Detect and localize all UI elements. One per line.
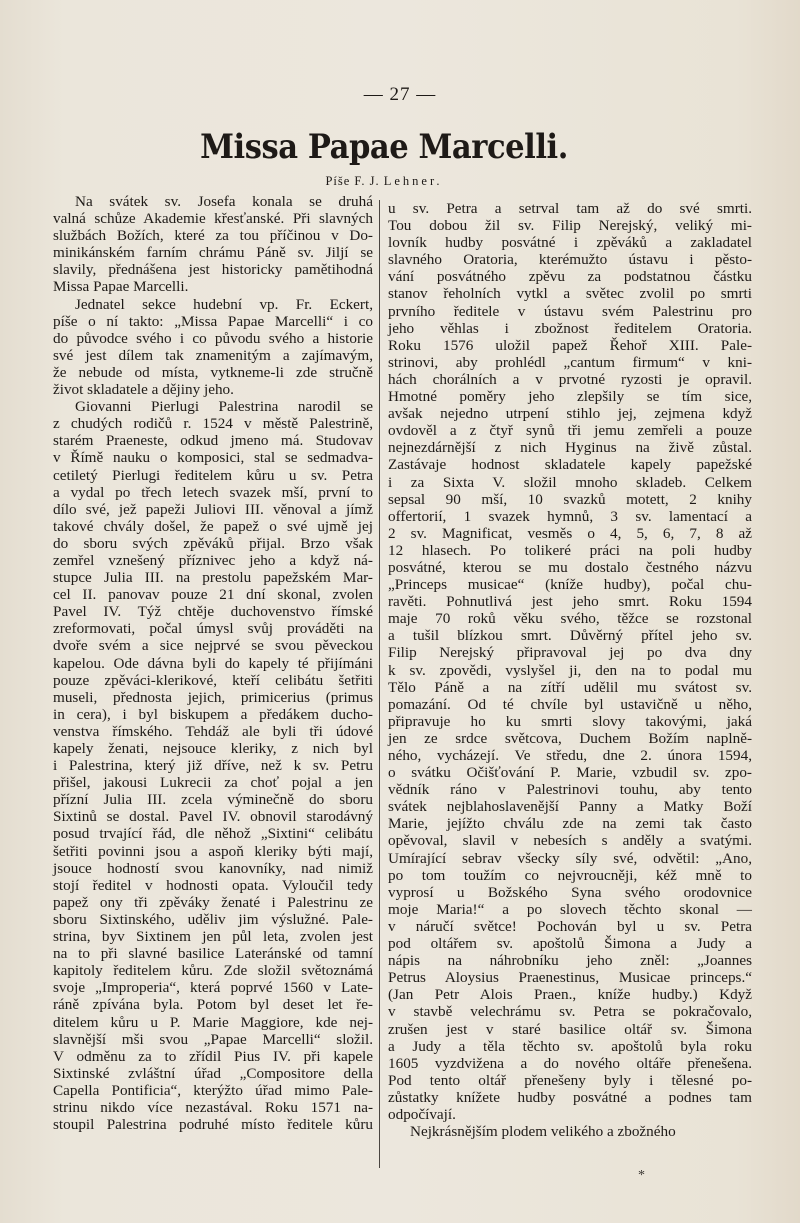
text-line: in cera), i byl biskupem a předákem ducho- — [53, 705, 373, 723]
text-line: ravěti. Pohnutlivá jest jeho smrt. Roku 1594 — [388, 593, 752, 611]
text-line: dílo své, jež papeži Juliovi III. věnoval a jímž — [53, 500, 373, 518]
text-line: kapelou. Ode dávna byli do kapely té přijímáni — [53, 654, 373, 672]
text-line: do původce svého i co původu svého a historie — [53, 329, 373, 347]
text-line: papež ony tři zpěváky ženaté i Palestrinu ze — [53, 893, 373, 911]
text-line: píše o ní takto: „Missa Papae Marcelli“ i co — [53, 312, 373, 330]
text-line: strinovi, aby prohlédl „cantum firmum“ v kni- — [388, 353, 752, 371]
text-line: Umírající sebrav všecky síly své, odvětil: „Ano, — [388, 849, 752, 867]
text-line: kapely ženati, nejsouce kleriky, z nich byl — [53, 740, 373, 757]
text-line: prvního ředitele v ústavu svém Palestrinu pro — [388, 302, 752, 320]
text-line: pod oltářem sv. apoštolů Šimona a Judy a — [388, 935, 752, 953]
text-line: po tom toužím co nejvroucněji, kéž mně to — [388, 866, 752, 884]
text-line: Nejkrásnějším plodem velikého a zbožného — [410, 1123, 676, 1141]
text-line: ditelem kůru u P. Marie Maggiore, kde nej- — [53, 1013, 373, 1031]
text-line: zemřel vznešený příznivec jeho a když ná- — [53, 551, 373, 569]
text-line: offertorií, 1 svazek hymnů, 3 sv. lamentací a — [388, 507, 752, 525]
text-line: slavnější mši svou „Papae Marcelli“ složil. — [53, 1030, 373, 1048]
text-line: jen ze srdce světcova, Duchem Božím naplně- — [388, 729, 752, 747]
text-line: i za Sixta V. složil mnoho skladeb. Celkem — [388, 473, 752, 491]
text-line: svoje „Improperia“, která poprvé 1560 v Late- — [53, 979, 373, 997]
text-line: službách Božích, které za tou příčinou v Do- — [53, 227, 373, 245]
text-line: cel II. panovav pouze 21 dní skonal, zvolen — [53, 586, 373, 604]
text-line: zůstatky knížete hudby posvátné a podnes tam — [388, 1088, 752, 1106]
text-line: na to při slavné basilice Lateránské od tamní — [53, 945, 373, 963]
text-line: v stavbě velechrámu sv. Petra se pokračovalo, — [388, 1003, 752, 1021]
text-line: museli, přednosta jejich, primicerius (primus — [53, 688, 373, 706]
text-line: a Judy a těla těchto sv. apoštolů byla roku — [388, 1037, 752, 1055]
text-line: venstva římského. Tehdáž ale byli tři údové — [53, 722, 373, 740]
text-line: moje Maria!“ a po slovech těchto skonal — — [388, 900, 752, 918]
text-line: slavného Oratoria, kterémužto ústavu i pěsto- — [388, 251, 752, 269]
article-title: Missa Papae Marcelli. — [200, 127, 568, 167]
text-line: takové chvály došel, že papež o své ujmě jej — [53, 517, 373, 535]
text-line: sboru Sixtinského, uděliv jim výslužné. Pale- — [53, 910, 373, 928]
text-line: dvoře svém a sice nejprvé se svou pěveckou — [53, 637, 373, 655]
text-line: lovník hudby posvátné i zpěváků a zakladatel — [388, 234, 752, 252]
text-line: své jest dílem tak znamenitým a zajímavým, — [53, 346, 373, 364]
text-line: minikánském farním chrámu Páně sv. Jiljí se — [53, 244, 373, 262]
text-line: Na svátek sv. Josefa konala se druhá — [75, 193, 373, 210]
text-line: v Římě nauku o komposici, stal se sedmadva- — [53, 449, 373, 467]
column-divider — [379, 200, 380, 1168]
text-line: z chudých rodičů r. 1524 v městě Palestrině, — [53, 415, 373, 433]
text-line: odpočívají. — [388, 1105, 456, 1123]
text-line: stojí ředitel v hodnosti opata. Vyloučil tedy — [53, 876, 373, 894]
page-number: — 27 — — [363, 84, 437, 105]
text-line: Roku 1576 uložil papež Řehoř XIII. Pale- — [388, 336, 752, 354]
text-line: cetiletý Pierlugi ředitelem kůru u sv. Petra — [53, 466, 373, 484]
right-column — [388, 200, 752, 1140]
text-line: Jednatel sekce hudební vp. Fr. Eckert, — [75, 295, 373, 313]
text-line: Hmotné poměry jeho zlepšily se tím sice, — [388, 388, 752, 406]
text-line: Tělo Páně a na zítří udělil mu svátost sv. — [388, 678, 752, 696]
text-line: a tušil blízkou smrt. Důvěrný přítel jeho sv. — [388, 627, 752, 645]
text-line: nápis na náhrobníku jeho zněl: „Joannes — [388, 952, 752, 970]
text-line: 12 hlasech. Po tolikeré práci na poli hudby — [388, 541, 752, 559]
text-line: Pod tento oltář přenešeny byly i tělesné po- — [388, 1071, 752, 1089]
text-line: sepsal 90 mší, 10 svazků motett, 2 knihy — [388, 490, 752, 508]
text-line: stanov řeholních vytkl a světec zvolil po smrti — [388, 285, 752, 303]
text-line: 1605 vyzdvižena a do nového oltáře přenešena. — [388, 1054, 752, 1072]
text-line: Filip Nerejský připravoval jej po dva dny — [388, 644, 752, 662]
text-line: k sv. zpovědi, vyslyšel ji, den na to podal mu — [388, 661, 752, 679]
text-line: ného, vycházejí. Ve středu, dne 2. února 1594, — [388, 747, 752, 764]
byline-author: Lehner. — [383, 174, 443, 188]
text-line: v náručí světce! Pochován byl u sv. Petra — [388, 917, 752, 935]
byline-prefix: Píše F. J. — [325, 174, 380, 188]
text-line: přízní Julia III. zcela výminečně do sboru — [53, 791, 373, 809]
text-line: (Jan Petr Alois Praen., kníže hudby.) Když — [388, 986, 752, 1004]
text-line: opěvoval, slavil v nebesích s anděly a svatými. — [388, 832, 752, 850]
text-line: přišel, jakousi Lukrecii za choť pojal a jen — [53, 774, 373, 792]
text-line: Sixtinské zvláštní úřad „Compositore della — [53, 1064, 373, 1082]
text-line: do sboru svých zpěváků přijal. Brzo však — [53, 534, 373, 552]
text-line: vyprosí u Božského Syna svého orodovnice — [388, 883, 752, 901]
text-line: jsouce hodností svou kanovníky, nad nimiž — [53, 859, 373, 877]
text-line: maje 70 roků věku svého, těžce se rozstonal — [388, 610, 752, 628]
footnote-mark: * — [638, 1168, 645, 1183]
text-line: Marie, jejížto chválu zde na zemi tak často — [388, 815, 752, 833]
text-line: nejnezdárnější z nich Hyginus na živě zůstal. — [388, 439, 752, 457]
text-line: pouze zpěváci-klerikové, kteří celibátu šetřiti — [53, 671, 373, 689]
text-line: Missa Papae Marcelli. — [53, 278, 189, 296]
text-line: zrušen jest v staré basilice oltář sv. Šimona — [388, 1020, 752, 1038]
text-line: život skladatele a dějiny jeho. — [53, 381, 234, 399]
text-line: 2 sv. Magnificat, vesměs o 4, 5, 6, 7, 8 až — [388, 524, 752, 542]
text-line: a vydal po třech letech svazek mší, první to — [53, 483, 373, 501]
text-line: šetřiti povinni jsou a aspoň kleriky býti mají, — [53, 842, 373, 860]
text-line: Pavel IV. Týž chtěje duchovenstvo římské — [53, 603, 373, 621]
text-line: jeho věhlas i zbožnost ředitelem Oratoria. — [388, 319, 752, 337]
text-line: stupce Julia III. na prestolu papežském Mar- — [53, 569, 373, 587]
byline — [0, 174, 768, 189]
text-line: že nebude od místa, vytkneme-li zde stručně — [53, 363, 373, 381]
left-column — [53, 193, 373, 1133]
text-line: vědník ráno v Palestrinovi touhu, aby tento — [388, 781, 752, 799]
text-line: připravuje ho ku smrti slovy takovými, jaká — [388, 712, 752, 730]
text-line: avšak nejedno utrpení stihlo jej, zejmena když — [388, 405, 752, 423]
text-line: vání posvátného zpěvu za podstatnou částku — [388, 268, 752, 286]
text-line: Capella Pontificia“, kterýžto úřad mimo Pale- — [53, 1081, 373, 1099]
text-line: posud trvající řád, dle něhož „Sixtini“ celibátu — [53, 825, 373, 843]
text-line: i Palestrina, který již dříve, než k sv. Petru — [53, 757, 373, 775]
text-line: o svátku Očišťování P. Marie, vzbudil sv. zpo- — [388, 764, 752, 782]
text-line: Petrus Aloysius Praenestinus, Musicae princeps.“ — [388, 969, 752, 987]
text-line: stoupil Palestrina podruhé místo ředitele kůru — [53, 1116, 373, 1134]
text-line: „Princeps musicae“ (kníže hudby), počal chu- — [388, 576, 752, 594]
text-line: strinu nikdo více nezastával. Roku 1571 na- — [53, 1098, 373, 1116]
text-line: u sv. Petra a setrval tam až do své smrti. — [388, 200, 752, 217]
text-line: pomazání. Od té chvíle byl ustavičně u něho, — [388, 695, 752, 713]
text-line: valná schůze Akademie křesťanské. Při slavných — [53, 210, 373, 228]
text-line: posvátné, kterou se mu dostalo čestného názvu — [388, 558, 752, 576]
text-line: Tou dobou žil sv. Filip Nerejský, veliký mi- — [388, 217, 752, 235]
text-line: Giovanni Pierlugi Palestrina narodil se — [75, 398, 373, 416]
text-line: V odměnu za to zřídil Pius IV. při kapele — [53, 1047, 373, 1065]
text-line: Sixtinů se dostal. Pavel IV. obnovil starodávný — [53, 808, 373, 826]
text-line: kapitoly ředitelem kůru. Zde složil světoznámá — [53, 962, 373, 980]
text-line: hách chorálních a v prvotné ryzosti je opravil. — [388, 370, 752, 388]
text-line: ráně zpívána byla. Potom byl deset let ře- — [53, 996, 373, 1014]
text-line: starém Praeneste, odkud jmeno má. Studovav — [53, 432, 373, 450]
text-line: zreformovati, počal úmysl svůj prováděti na — [53, 620, 373, 638]
text-line: ovdověl a z čtyř synů tři jemu zemřeli a pouze — [388, 422, 752, 440]
text-line: svátek nejblahoslavenější Panny a Matky Boží — [388, 798, 752, 816]
text-line: strina, byv Sixtinem jen půl leta, zvolen jest — [53, 928, 373, 946]
text-line: slavily, přednášena jest historicky pamětihodná — [53, 261, 373, 279]
text-line: Zastávaje hodnost skladatele kapely papežské — [388, 456, 752, 474]
